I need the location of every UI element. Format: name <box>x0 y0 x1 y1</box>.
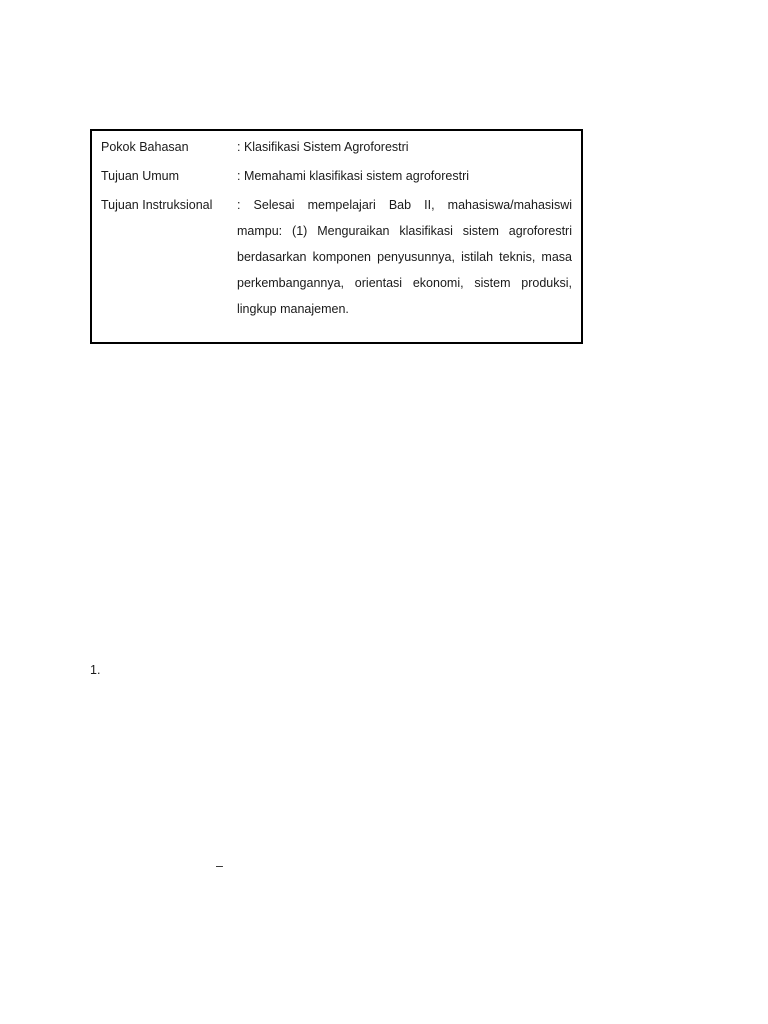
row-label: Tujuan Umum <box>101 169 180 183</box>
list-number: 1. <box>90 663 101 677</box>
row-value: : Memahami klasifikasi sistem agroforestri <box>237 169 470 183</box>
course-info-table <box>90 129 583 344</box>
row-label: Tujuan Instruksional <box>101 198 213 212</box>
row-label: Pokok Bahasan <box>101 140 189 154</box>
dash-mark: – <box>216 859 223 873</box>
row-value: : Selesai mempelajari Bab II, mahasiswa/mahasiswi mampu: (1) Menguraikan klasifikasi sistem agroforestri berdasarkan komponen penyusunnya, istilah teknis, masa perkembangannya, orientasi ekonomi, sistem produksi, lingkup manajemen. <box>237 198 572 316</box>
row-value: : Klasifikasi Sistem Agroforestri <box>237 140 409 154</box>
